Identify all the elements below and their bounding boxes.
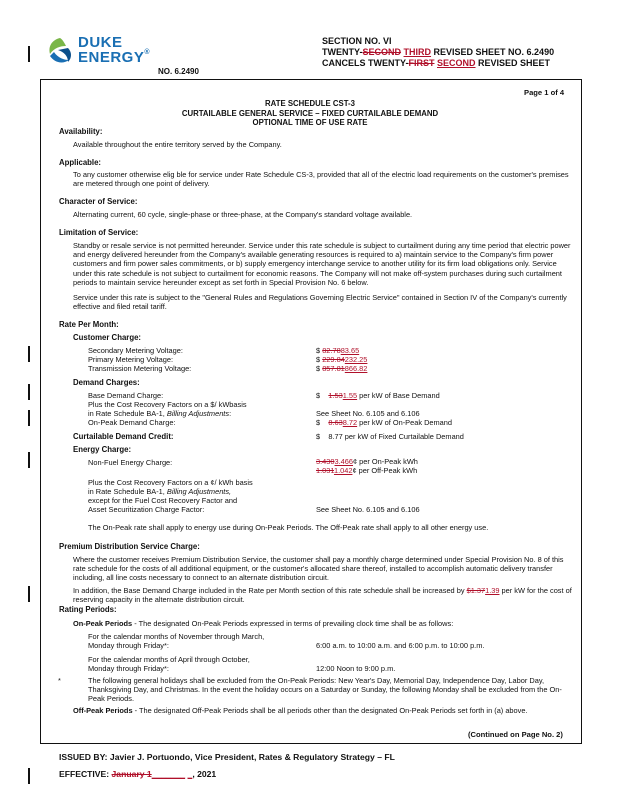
cancels-suffix: REVISED SHEET bbox=[475, 58, 551, 68]
ba1-text: in Rate Schedule BA-1, bbox=[88, 409, 167, 418]
base-demand-label: Base Demand Charge: bbox=[88, 391, 164, 400]
page-number: Page 1 of 4 bbox=[524, 88, 565, 97]
cancels-new: SECOND bbox=[437, 58, 476, 68]
apr-line-2: Monday through Friday*: bbox=[88, 664, 169, 673]
title-line-3: OPTIONAL TIME OF USE RATE bbox=[252, 118, 368, 127]
effective-label: EFFECTIVE: bbox=[59, 769, 112, 779]
rate-title bbox=[140, 99, 480, 128]
base-unit: per kW of Base Demand bbox=[357, 391, 440, 400]
onpeak-unit: per kW of On-Peak Demand bbox=[357, 418, 453, 427]
applicable-text: To any customer otherwise elig ble for service under Rate Schedule CS-3, provided that all of the electric load requirements on the customer's premises are metered through one point of delivery. bbox=[73, 170, 569, 189]
premium-old: $1.37 bbox=[466, 586, 486, 595]
onpeak-periods-text: - The designated On-Peak Periods expressed in terms of prevailing clock time shall be as follows: bbox=[132, 619, 454, 628]
change-bar bbox=[28, 586, 30, 602]
duke-energy-logo bbox=[46, 34, 156, 74]
base-old: 1.53 bbox=[328, 391, 343, 400]
onpeak-energy-unit: ¢ per On-Peak kWh bbox=[353, 457, 418, 466]
secondary-new: 83.65 bbox=[340, 346, 360, 355]
offpeak-energy-value bbox=[316, 466, 417, 475]
see-sheet-1: See Sheet No. 6.105 and 6.106 bbox=[316, 409, 420, 418]
dollar: $ bbox=[316, 346, 321, 355]
nov-line-1: For the calendar months of November through March, bbox=[88, 632, 265, 641]
curtailable-credit: 8.77 per kW of Fixed Curtailable Demand bbox=[328, 432, 464, 441]
header-section: SECTION NO. VI bbox=[322, 36, 392, 46]
effective-date bbox=[59, 769, 216, 779]
title-line-1: RATE SCHEDULE CST-3 bbox=[265, 99, 355, 108]
transmission-new: 866.82 bbox=[344, 364, 368, 373]
onpeak-energy-old: 3.430 bbox=[316, 457, 335, 466]
holidays-text: The following general holidays shall be excluded from the On-Peak Periods: New Year's Day, Memorial Day, Independence Day, Labor Day, Thanksgiving Day, and Christmas. In the event the holiday occurs on a Saturday or Sunday, the following Monday shall be excluded from the On-Peak Periods. bbox=[88, 676, 562, 704]
dollar: $ bbox=[316, 391, 321, 400]
customer-charge-heading: Customer Charge: bbox=[73, 333, 142, 342]
limitation-heading: Limitation of Service: bbox=[59, 228, 139, 237]
issued-by: ISSUED BY: Javier J. Portuondo, Vice President, Rates & Regulatory Strategy – FL bbox=[59, 752, 395, 762]
plus-cost-recovery-1: Plus the Cost Recovery Factors on a $/ kWbasis bbox=[88, 400, 247, 409]
dollar: $ bbox=[316, 355, 321, 364]
premium-text-2b: per kW for the cost of reserving capacity in the alternate distribution circuit. bbox=[73, 586, 572, 605]
cancels-prefix: CANCELS TWENTY- bbox=[322, 58, 409, 68]
demand-charges-heading: Demand Charges: bbox=[73, 378, 140, 387]
energy-note: The On-Peak rate shall apply to energy use during On-Peak Periods. The Off-Peak rate shall apply to all other energy use. bbox=[88, 523, 489, 532]
curtailable-value bbox=[316, 432, 464, 441]
primary-label: Primary Metering Voltage: bbox=[88, 355, 174, 364]
effective-year: , 2021 bbox=[192, 769, 217, 779]
nov-time: 6:00 a.m. to 10:00 a.m. and 6:00 p.m. to 10:00 p.m. bbox=[316, 641, 485, 650]
rate-heading: Rate Per Month: bbox=[59, 320, 119, 329]
logo-registered: ® bbox=[144, 49, 151, 56]
offpeak-periods-text: - The designated Off-Peak Periods shall be all periods other than the designated On-Peak Periods set forth in (a) above. bbox=[132, 706, 528, 715]
dollar: $ bbox=[316, 364, 321, 373]
base-new: 1.55 bbox=[342, 391, 358, 400]
billing-adjustments-2: Billing Adjustments, bbox=[166, 487, 232, 496]
dollar: $ bbox=[316, 418, 321, 427]
ba1-text-2: in Rate Schedule BA-1, bbox=[88, 487, 167, 496]
schedule-ba1-line-2 bbox=[88, 487, 231, 496]
change-bar bbox=[28, 384, 30, 400]
title-line-2: CURTAILABLE GENERAL SERVICE – FIXED CURTAILABLE DEMAND bbox=[181, 108, 439, 118]
primary-value bbox=[316, 355, 367, 364]
onpeak-periods-label: On-Peak Periods bbox=[73, 619, 133, 628]
applicable-heading: Applicable: bbox=[59, 158, 102, 167]
offpeak-energy-old: 1.031 bbox=[316, 466, 334, 475]
change-bar bbox=[28, 410, 30, 426]
except-fuel: except for the Fuel Cost Recovery Factor and bbox=[88, 496, 238, 505]
character-text: Alternating current, 60 cycle, single-phase or three-phase, at the Company's standard voltage available. bbox=[73, 210, 413, 219]
effective-blank: _______ bbox=[151, 769, 186, 779]
plus-cost-recovery-2: Plus the Cost Recovery Factors on a ¢/ kWh basis bbox=[88, 478, 253, 487]
primary-old: 229.84 bbox=[322, 355, 345, 364]
rev-new: THIRD bbox=[403, 47, 432, 57]
holiday-asterisk: * bbox=[58, 676, 61, 685]
header-revised-sheet bbox=[322, 47, 554, 58]
onpeak-energy-value bbox=[316, 457, 418, 466]
curtailable-heading: Curtailable Demand Credit: bbox=[73, 432, 174, 441]
nov-line-2: Monday through Friday*: bbox=[88, 641, 169, 650]
character-heading: Character of Service: bbox=[59, 197, 138, 206]
premium-new: 1.39 bbox=[485, 586, 500, 595]
base-demand-value bbox=[316, 391, 440, 400]
header-sheet-number-fragment: NO. 6.2490 bbox=[158, 67, 199, 76]
logo-line1: DUKE bbox=[78, 34, 123, 51]
transmission-value bbox=[316, 364, 367, 373]
change-bar bbox=[28, 452, 30, 468]
offpeak-energy-unit: ¢ per Off-Peak kWh bbox=[352, 466, 418, 475]
premium-text-2a: In addition, the Base Demand Charge included in the Rate per Month section of this rate schedule shall be increased by bbox=[73, 586, 467, 595]
effective-new: _ bbox=[187, 769, 193, 779]
rev-prefix: TWENTY- bbox=[322, 47, 363, 57]
change-bar bbox=[28, 768, 30, 784]
nonfuel-label: Non-Fuel Energy Charge: bbox=[88, 458, 173, 467]
header-cancels bbox=[322, 58, 550, 69]
onpeak-demand-value bbox=[316, 418, 452, 427]
onpeak-new: 8.72 bbox=[342, 418, 358, 427]
premium-heading: Premium Distribution Service Charge: bbox=[59, 542, 200, 551]
see-sheet-2: See Sheet No. 6.105 and 6.106 bbox=[316, 505, 420, 514]
logo-line2-text: ENERGY bbox=[78, 49, 145, 66]
asset-securitization: Asset Securitization Charge Factor: bbox=[88, 505, 205, 514]
secondary-label: Secondary Metering Voltage: bbox=[88, 346, 183, 355]
logo-mark-icon bbox=[46, 36, 74, 66]
apr-time: 12:00 Noon to 9:00 p.m. bbox=[316, 664, 396, 673]
schedule-ba1-line: in Rate Schedule BA-1, Billing Adjustments: bbox=[88, 409, 232, 418]
secondary-value bbox=[316, 346, 359, 355]
offpeak-energy-new: 1.042 bbox=[333, 466, 353, 475]
cancels-old: FIRST bbox=[408, 58, 435, 68]
rev-suffix: REVISED SHEET NO. 6.2490 bbox=[431, 47, 555, 57]
rev-old: SECOND bbox=[362, 47, 402, 57]
energy-charge-heading: Energy Charge: bbox=[73, 445, 132, 454]
onpeak-periods-line bbox=[73, 619, 453, 628]
offpeak-periods-line bbox=[73, 706, 528, 715]
dollar: $ bbox=[316, 432, 321, 441]
primary-new: 232.25 bbox=[344, 355, 368, 364]
availability-heading: Availability: bbox=[59, 127, 103, 136]
premium-text-2 bbox=[73, 586, 573, 604]
availability-text: Available throughout the entire territory served by the Company. bbox=[73, 140, 282, 149]
logo-line2 bbox=[78, 49, 150, 66]
effective-old: January 1 bbox=[111, 769, 152, 779]
change-bar bbox=[28, 346, 30, 362]
rating-heading: Rating Periods: bbox=[59, 605, 117, 614]
billing-adjustments: Billing Adjustments bbox=[166, 409, 230, 418]
transmission-old: 857.81 bbox=[322, 364, 345, 373]
apr-line-1: For the calendar months of April through October, bbox=[88, 655, 250, 664]
onpeak-demand-label: On-Peak Demand Charge: bbox=[88, 418, 176, 427]
change-bar bbox=[28, 46, 30, 62]
transmission-label: Transmission Metering Voltage: bbox=[88, 364, 192, 373]
onpeak-energy-new: 3.466 bbox=[334, 457, 353, 466]
offpeak-periods-label: Off-Peak Periods bbox=[73, 706, 133, 715]
continued-note: (Continued on Page No. 2) bbox=[468, 730, 563, 739]
limitation-text-1: Standby or resale service is not permitted hereunder. Service under this rate schedule is subject to curtailment during any time period that electric power and energy delivered hereunder from the Company's available generating resources is required to a) maintain service to the Company's firm power customers and firm power sales commitments, or b) supply emergency interchange service to another utility for its firm load obligations only. Service under this rate schedule is not subject to curtailment for economic reasons. The Company will not make off-system purchases during such curtailment periods to maintain service hereunder except as set forth in Special Provision No. 6 below. bbox=[73, 241, 571, 287]
premium-text-1: Where the customer receives Premium Distribution Service, the customer shall pay a monthly charge determined under Special Provision No. 8 of this rate schedule for the costs of all additional equipment, or the customer's allocated share thereof, installed to accomplish automatic delivery transfer including, all line costs necessary to connect to an alternate distribution circuit. bbox=[73, 555, 564, 583]
secondary-old: 82.78 bbox=[322, 346, 341, 355]
onpeak-old: 8.63 bbox=[328, 418, 343, 427]
limitation-text-2: Service under this rate is subject to the "General Rules and Regulations Governing Electric Service" contained in Section IV of the Company's currently effective and filed retail tariff. bbox=[73, 293, 567, 312]
